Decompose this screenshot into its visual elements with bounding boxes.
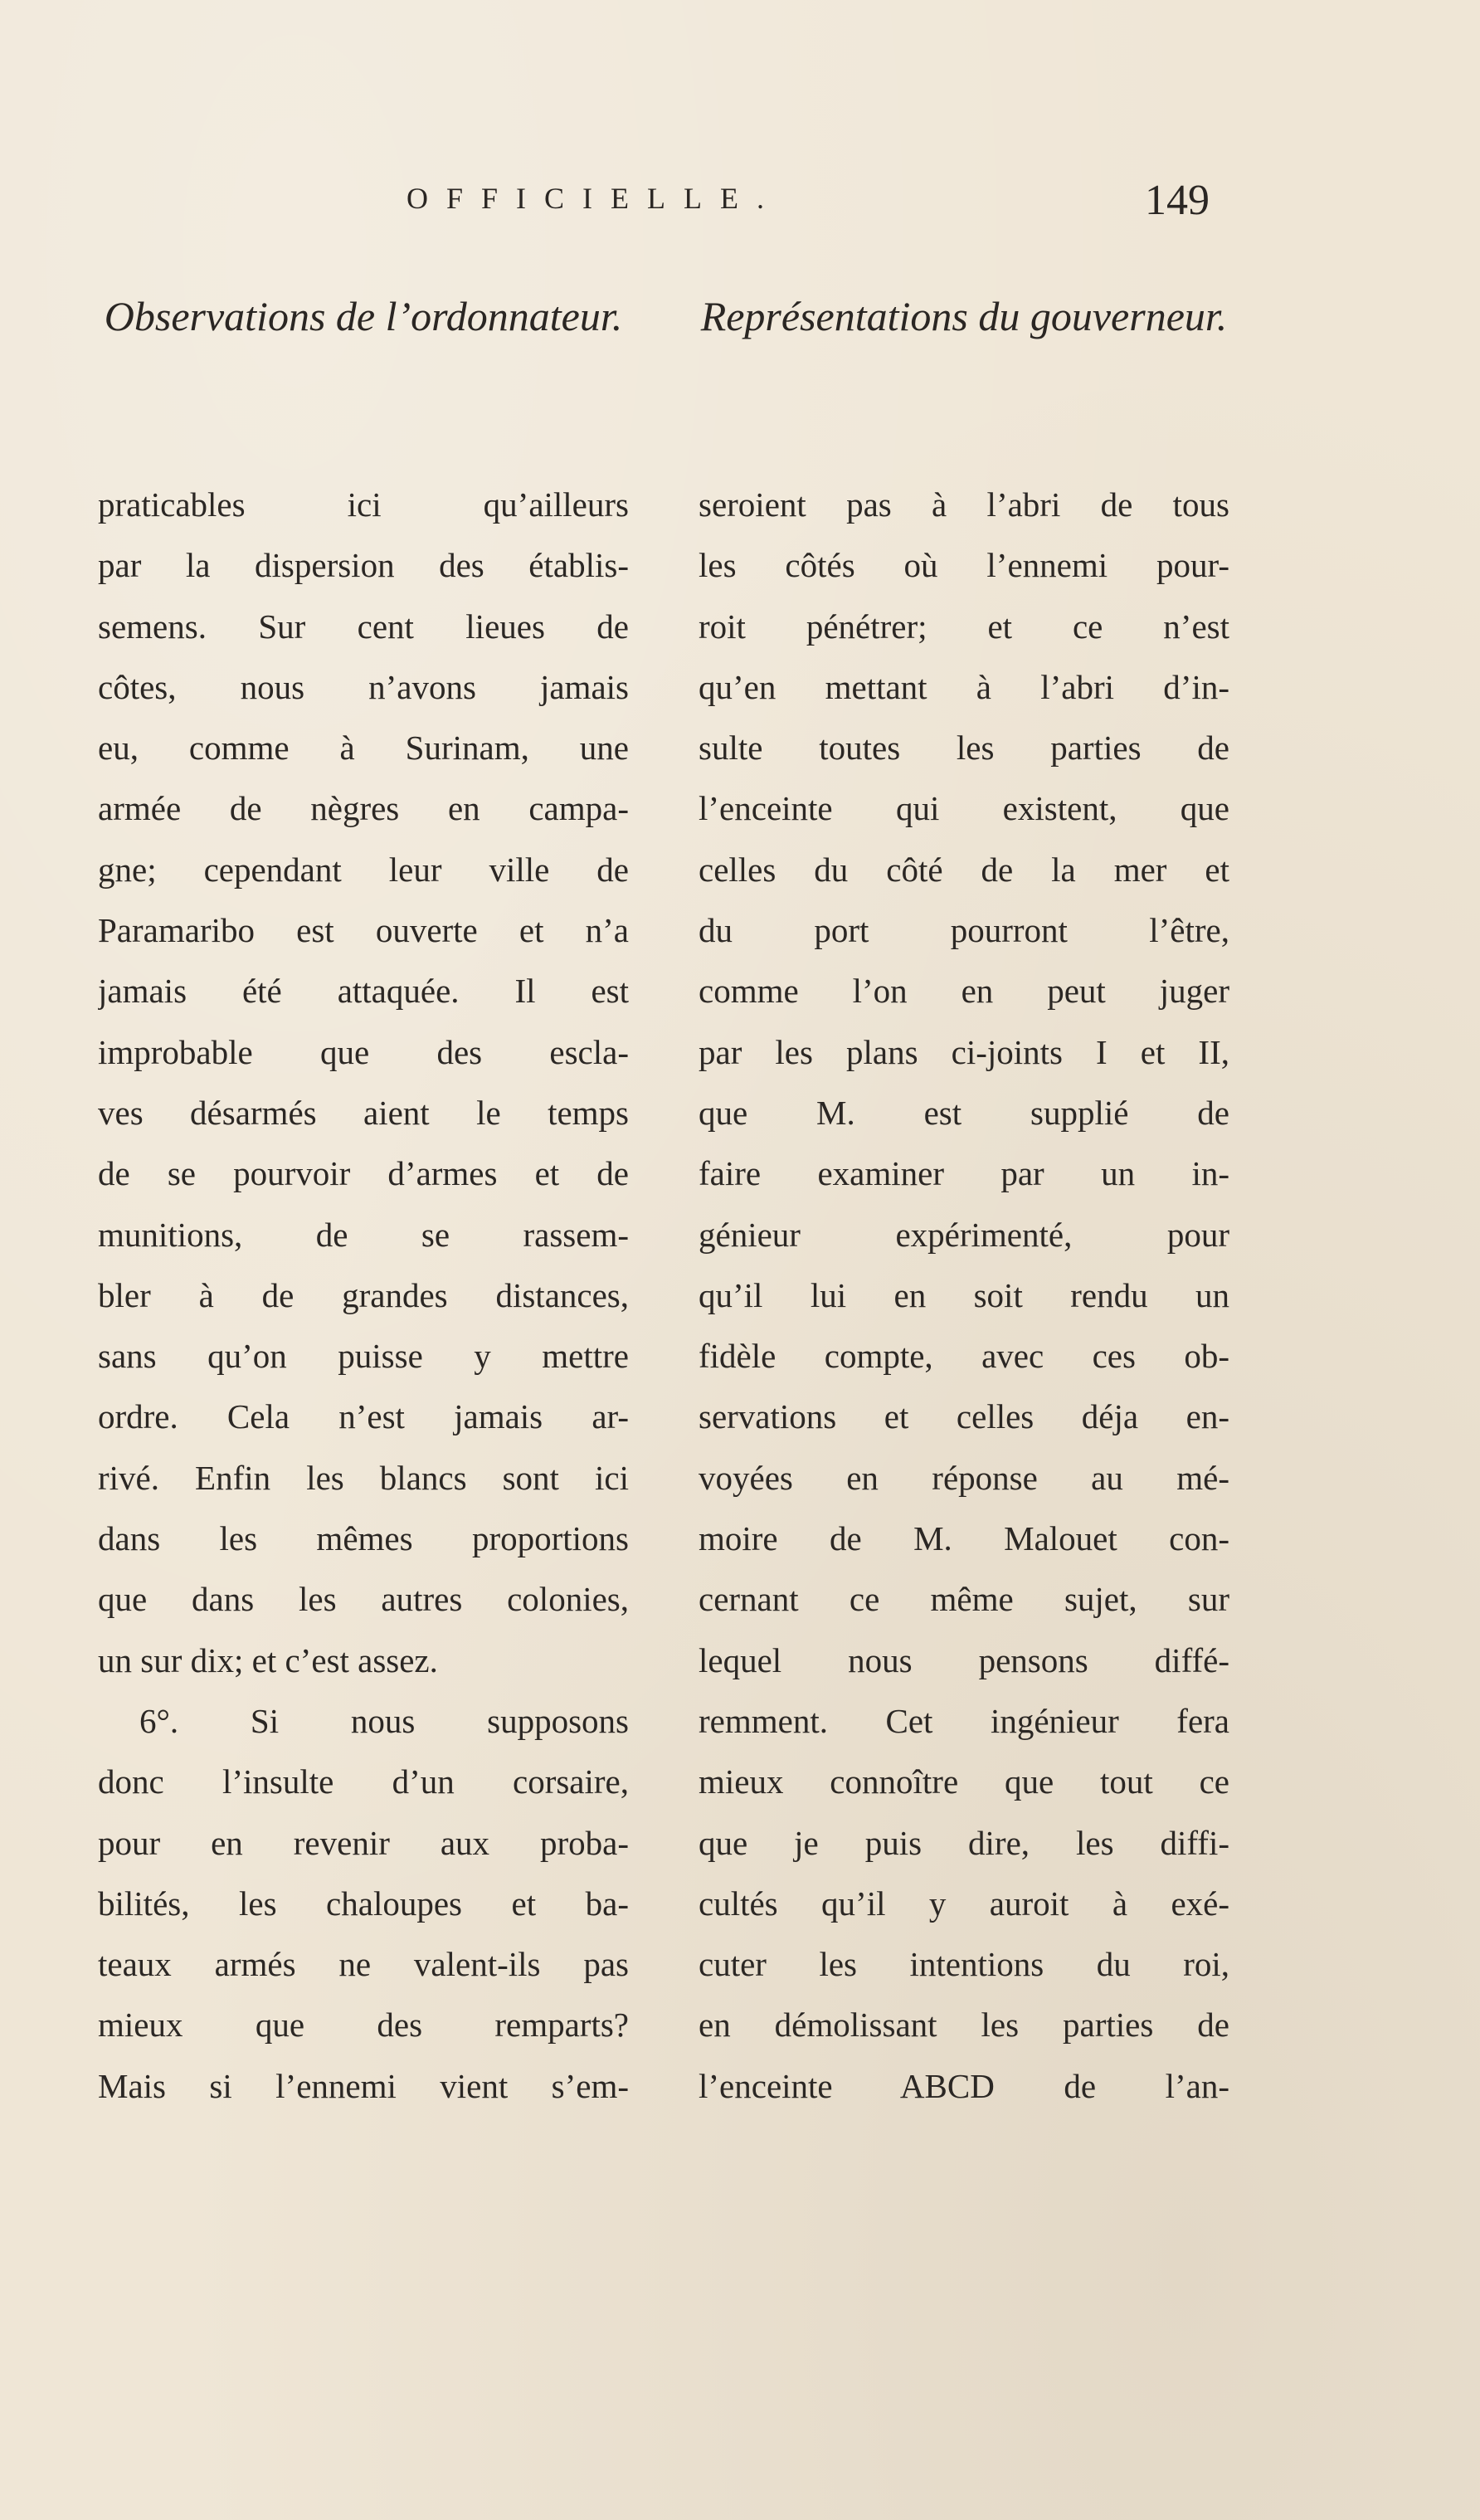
left-column [98, 282, 629, 2117]
text-line: en démolissant les parties de [699, 2006, 1229, 2045]
text-line: génieur expérimenté, pour [699, 1215, 1229, 1254]
text-line: par les plans ci-joints I et II, [699, 1032, 1229, 1071]
text-line: qu’en mettant à l’abri d’in- [699, 667, 1229, 706]
right-column-text [699, 475, 1229, 2117]
text-line: seroient pas à l’abri de tous [699, 485, 1229, 524]
text-line: celles du côté de la mer et [699, 850, 1229, 889]
text-line: que dans les autres colonies, [98, 1580, 629, 1619]
text-line: ves désarmés aient le temps [98, 1093, 629, 1132]
text-line: 6°. Si nous supposons [139, 1701, 629, 1740]
text-line: fidèle compte, avec ces ob- [699, 1337, 1229, 1376]
text-line: semens. Sur cent lieues de [98, 607, 629, 646]
text-line: l’enceinte qui existent, que [699, 789, 1229, 828]
text-line: du port pourront l’être, [699, 911, 1229, 950]
text-line: ordre. Cela n’est jamais ar- [98, 1397, 629, 1436]
text-line: gne; cependant leur ville de [98, 850, 629, 889]
text-line: bilités, les chaloupes et ba- [98, 1884, 629, 1923]
text-line: donc l’insulte d’un corsaire, [98, 1762, 629, 1801]
text-line: Mais si l’ennemi vient s’em- [98, 2066, 629, 2105]
text-line: mieux connoître que tout ce [699, 1762, 1229, 1801]
text-line: roit pénétrer; et ce n’est [699, 607, 1229, 646]
text-line: dans les mêmes proportions [98, 1519, 629, 1558]
left-column-text [98, 475, 629, 2117]
text-line: mieux que des remparts? [98, 2006, 629, 2045]
text-line: sans qu’on puisse y mettre [98, 1337, 629, 1376]
text-line: voyées en réponse au mé- [699, 1458, 1229, 1497]
text-line: comme l’on en peut juger [699, 972, 1229, 1011]
text-line: cuter les intentions du roi, [699, 1945, 1229, 1984]
text-line: que je puis dire, les diffi- [699, 1823, 1229, 1862]
text-line: lequel nous pensons diffé- [699, 1640, 1229, 1679]
text-line: moire de M. Malouet con- [699, 1519, 1229, 1558]
text-line: remment. Cet ingénieur fera [699, 1701, 1229, 1740]
text-line: pour en revenir aux proba- [98, 1823, 629, 1862]
text-line: que M. est supplié de [699, 1093, 1229, 1132]
text-line: bler à de grandes distances, [98, 1275, 629, 1314]
text-line: cernant ce même sujet, sur [699, 1580, 1229, 1619]
page-number: 149 [1145, 177, 1210, 224]
left-column-heading: Observations de l’ordonnateur. [104, 293, 623, 339]
text-line: armée de nègres en campa- [98, 789, 629, 828]
text-line: rivé. Enfin les blancs sont ici [98, 1458, 629, 1497]
text-line: faire examiner par un in- [699, 1154, 1229, 1193]
text-line: les côtés où l’ennemi pour- [699, 546, 1229, 585]
text-line: côtes, nous n’avons jamais [98, 667, 629, 706]
text-line: praticables ici qu’ailleurs [98, 485, 629, 524]
right-column-heading: Représentations du gouverneur. [700, 293, 1228, 339]
text-line: un sur dix; et c’est assez. [98, 1640, 438, 1679]
text-line: sulte toutes les parties de [699, 729, 1229, 768]
text-line: cultés qu’il y auroit à exé- [699, 1884, 1229, 1923]
text-line: eu, comme à Surinam, une [98, 729, 629, 768]
text-line: qu’il lui en soit rendu un [699, 1275, 1229, 1314]
text-line: jamais été attaquée. Il est [98, 972, 629, 1011]
text-line: Paramaribo est ouverte et n’a [98, 911, 629, 950]
text-line: de se pourvoir d’armes et de [98, 1154, 629, 1193]
running-head: OFFICIELLE. [407, 182, 782, 215]
text-line: par la dispersion des établis- [98, 546, 629, 585]
text-line: munitions, de se rassem- [98, 1215, 629, 1254]
text-line: improbable que des escla- [98, 1032, 629, 1071]
right-column [699, 282, 1229, 2117]
text-line: servations et celles déja en- [699, 1397, 1229, 1436]
text-line: teaux armés ne valent-ils pas [98, 1945, 629, 1984]
text-line: l’enceinte ABCD de l’an- [699, 2066, 1229, 2105]
